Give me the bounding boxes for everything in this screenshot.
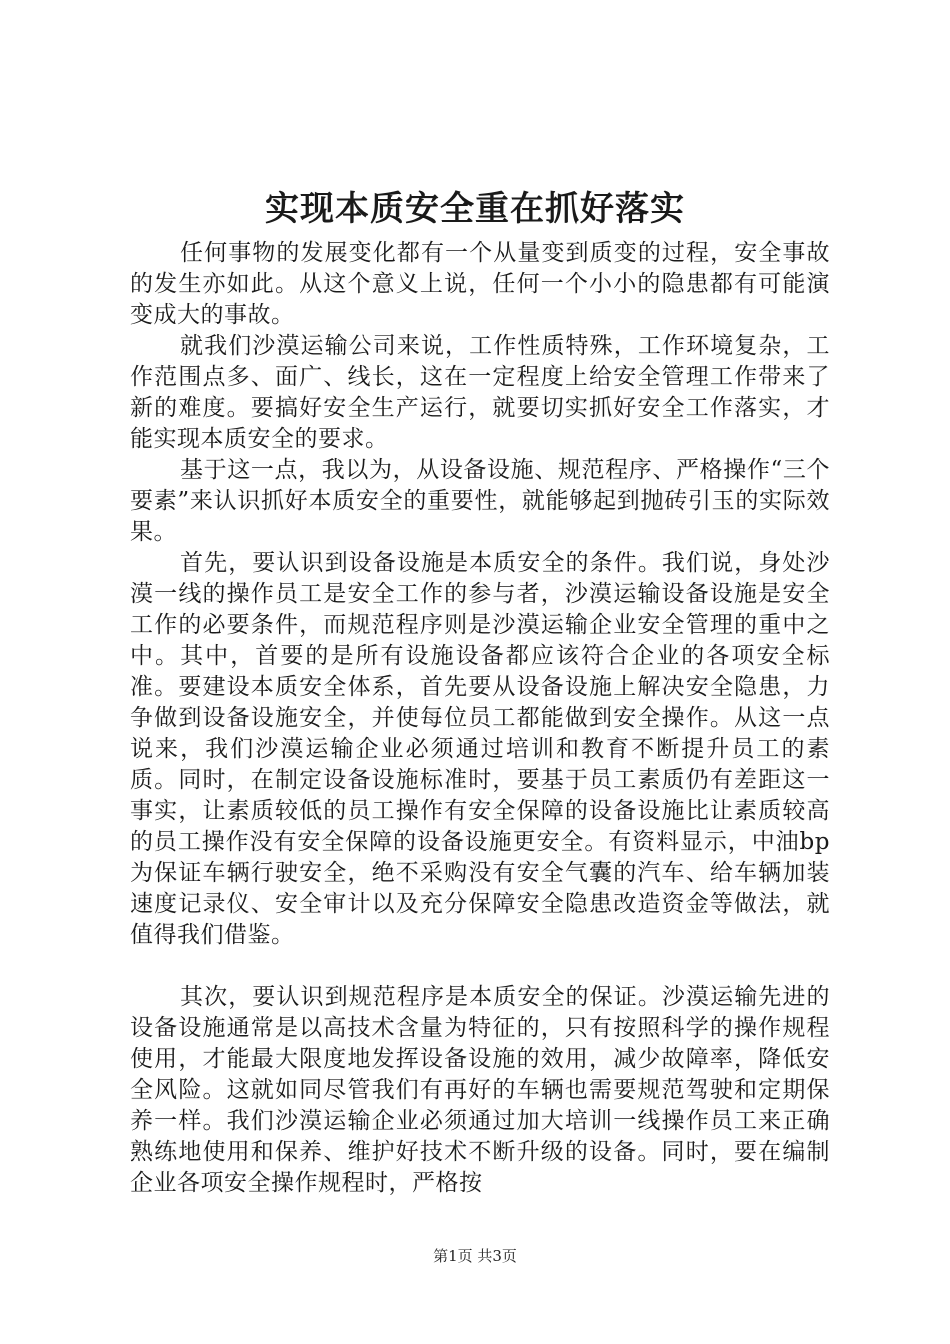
paragraph-5: 其次，要认识到规范程序是本质安全的保证。沙漠运输先进的设备设施通常是以高技术含量为特征的，只有按照科学的操作规程使用，才能最大限度地发挥设备设施的效用，减少故障率，降低安全风险。这就如同尽管我们有再好的车辆也需要规范驾驶和定期保养一样。我们沙漠运输企业必须通过加大培训一线操作员工来正确熟练地使用和保养、维护好技术不断升级的设备。同时，要在编制企业各项安全操作规程时，严格按: [130, 984, 830, 1196]
document-body: [130, 238, 830, 1199]
page-footer: 第1页 共3页: [433, 1247, 517, 1265]
document-title: 实现本质安全重在抓好落实: [265, 189, 685, 229]
paragraph-2: 就我们沙漠运输公司来说，工作性质特殊，工作环境复杂，工作范围点多、面广、线长，这在一定程度上给安全管理工作带来了新的难度。要搞好安全生产运行，就要切实抓好安全工作落实，才能实现本质安全的要求。: [130, 333, 830, 452]
paragraph-3: 基于这一点，我以为，从设备设施、规范程序、严格操作“三个要素”来认识抓好本质安全的重要性，就能够起到抛砖引玉的实际效果。: [130, 457, 830, 545]
paragraph-1: 任何事物的发展变化都有一个从量变到质变的过程，安全事故的发生亦如此。从这个意义上说，任何一个小小的隐患都有可能演变成大的事故。: [130, 240, 830, 328]
paragraph-4: 首先，要认识到设备设施是本质安全的条件。我们说，身处沙漠一线的操作员工是安全工作的参与者，沙漠运输设备设施是安全工作的必要条件，而规范程序则是沙漠运输企业安全管理的重中之中。其中，首要的是所有设施设备都应该符合企业的各项安全标准。要建设本质安全体系，首先要从设备设施上解决安全隐患，力争做到设备设施安全，并使每位员工都能做到安全操作。从这一点说来，我们沙漠运输企业必须通过培训和教育不断提升员工的素质。同时，在制定设备设施标准时，要基于员工素质仍有差距这一事实，让素质较低的员工操作有安全保障的设备设施比让素质较高的员工操作没有安全保障的设备设施更安全。有资料显示，中油bp为保证车辆行驶安全，绝不采购没有安全气囊的汽车、给车辆加装速度记录仪、安全审计以及充分保障安全隐患改造资金等做法，就值得我们借鉴。: [130, 550, 830, 948]
